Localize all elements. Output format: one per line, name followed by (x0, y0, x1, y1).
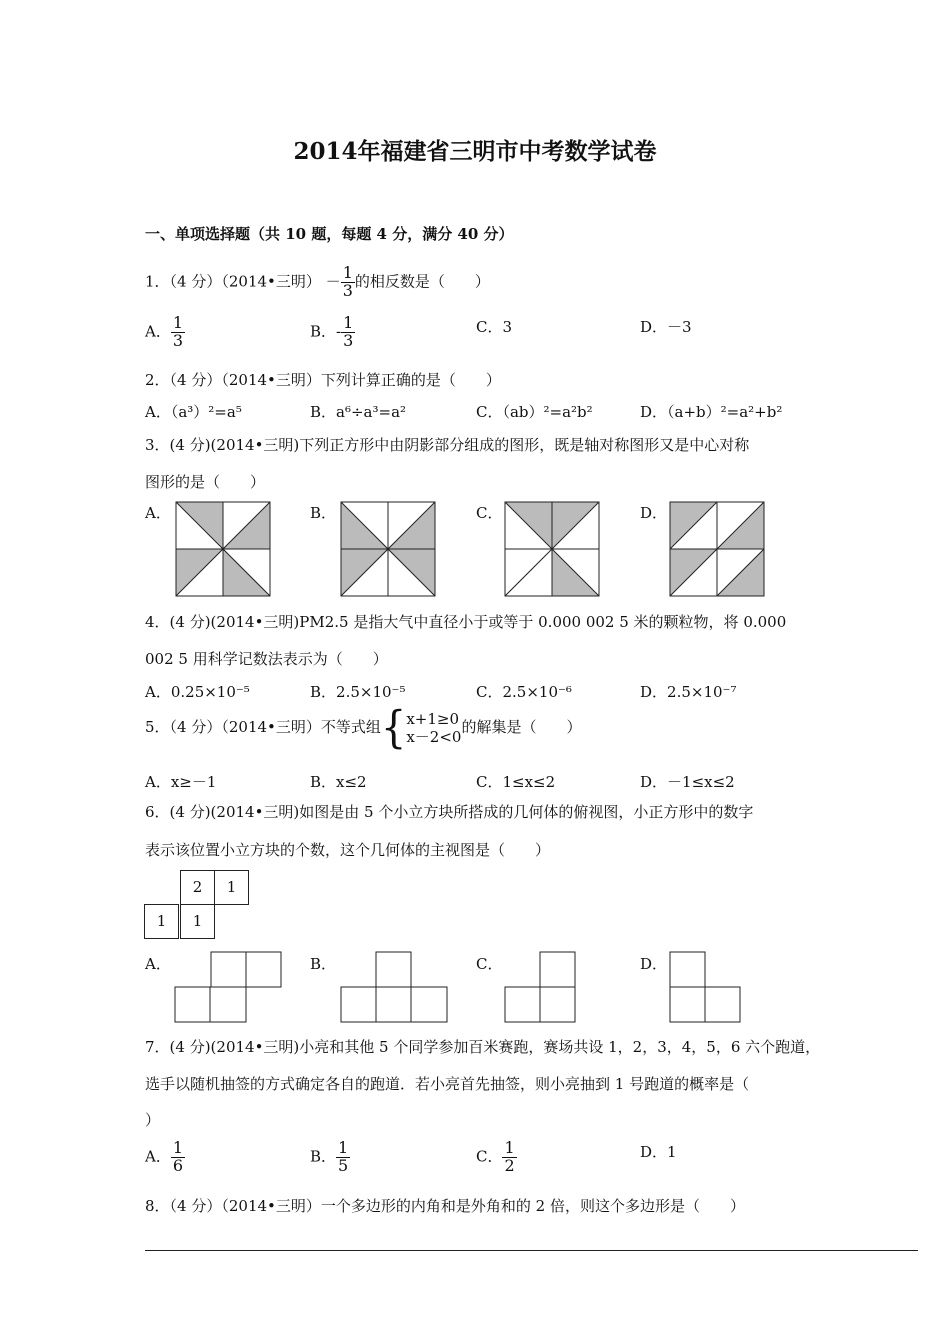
q6-figure-b (341, 952, 447, 1022)
q1-neg-sign: － (325, 272, 341, 291)
q2-option-d[interactable]: D．（a+b）²=a²+b² (640, 403, 783, 421)
q1-option-c[interactable]: C．3 (476, 318, 513, 336)
question-6-line1: 6．(4 分)(2014•三明)如图是由 5 个小立方块所搭成的几何体的俯视图，小正方形中的数字 (145, 803, 754, 821)
q5-option-b[interactable]: B．x≤2 (310, 773, 367, 791)
q1-option-d[interactable]: D．－3 (640, 318, 692, 336)
q7-option-a[interactable]: A． $\frac{1}{6}$ (145, 1138, 184, 1175)
q7-option-d[interactable]: D．1 (640, 1143, 677, 1161)
grid-cell: 2 (180, 870, 215, 905)
q4-option-b[interactable]: B．2.5×10⁻⁵ (310, 683, 406, 701)
q5-option-d[interactable]: D．－1≤x≤2 (640, 773, 735, 791)
question-2: 2．（4 分）（2014•三明）下列计算正确的是（ ） (145, 371, 501, 389)
q6-option-a[interactable]: A． (145, 955, 171, 973)
q3-option-c[interactable]: C． (476, 504, 503, 522)
q4-option-c[interactable]: C．2.5×10⁻⁶ (476, 683, 572, 701)
q4-option-d[interactable]: D．2.5×10⁻⁷ (640, 683, 737, 701)
question-8: 8．（4 分）（2014•三明）一个多边形的内角和是外角和的 2 倍，则这个多边形是（ ） (145, 1197, 745, 1215)
q3-option-d[interactable]: D． (640, 504, 668, 522)
q1-option-a[interactable]: A． $\frac{1}{3}$ (145, 313, 184, 350)
q2-option-c[interactable]: C．（ab）²=a²b² (476, 403, 593, 421)
q7-option-b[interactable]: B． $\frac{1}{5}$ (310, 1138, 349, 1175)
q5-stem-suffix: 的解集是（ ） (461, 718, 582, 736)
question-7-line1: 7．(4 分)(2014•三明)小亮和其他 5 个同学参加百米赛跑，赛场共设 1，2，3，4，5，6 六个跑道， (145, 1038, 821, 1056)
q6-option-b[interactable]: B． (310, 955, 337, 973)
page-title: 2014年福建省三明市中考数学试卷 (293, 138, 657, 165)
q2-option-a[interactable]: A．（a³）²=a⁵ (145, 403, 242, 421)
question-3-line1: 3．(4 分)(2014•三明)下列正方形中由阴影部分组成的图形，既是轴对称图形又是中心对称 (145, 436, 750, 454)
footer-divider (145, 1250, 918, 1251)
section-heading: 一、单项选择题（共 10 题，每题 4 分，满分 40 分） (145, 225, 514, 243)
brace-icon: { (380, 702, 407, 754)
q1-fraction: $\frac{1}{3}$ (342, 263, 353, 300)
grid-cell: 1 (180, 904, 215, 939)
q4-option-a[interactable]: A．0.25×10⁻⁵ (145, 683, 250, 701)
question-3-line2: 图形的是（ ） (145, 473, 266, 491)
q2-option-b[interactable]: B．a⁶÷a³=a² (310, 403, 407, 421)
grid-cell: 1 (214, 870, 249, 905)
q6-figure-d (670, 952, 740, 1022)
q3-figure-b (341, 502, 435, 596)
question-4-line2: 002 5 用科学记数法表示为（ ） (145, 650, 388, 668)
q5-inequality-system: x+1≥0 x－2<0 (406, 710, 462, 746)
q6-figure-c (505, 952, 575, 1022)
question-7-line3: ） (145, 1111, 161, 1129)
q6-option-d[interactable]: D． (640, 955, 668, 973)
grid-cell: 1 (144, 904, 179, 939)
q3-figure-d (670, 502, 764, 596)
q3-option-a[interactable]: A． (145, 504, 171, 522)
q6-figure-a (175, 952, 281, 1022)
q1-stem-prefix: 1．（4 分）（2014•三明） (145, 272, 321, 291)
q3-option-b[interactable]: B． (310, 504, 337, 522)
q1-option-b[interactable]: B．- $\frac{1}{3}$ (310, 313, 354, 350)
question-7-line2: 选手以随机抽签的方式确定各自的跑道．若小亮首先抽签，则小亮抽到 1 号跑道的概率是（ (145, 1075, 750, 1093)
question-4-line1: 4．(4 分)(2014•三明)PM2.5 是指大气中直径小于或等于 0.000 002 5 米的颗粒物，将 0.000 (145, 613, 787, 631)
q5-stem-prefix: 5．（4 分）（2014•三明）不等式组 (145, 718, 381, 736)
question-6-line2: 表示该位置小立方块的个数，这个几何体的主视图是（ ） (145, 841, 551, 859)
question-5 (145, 702, 582, 754)
q1-stem-suffix: 的相反数是（ ） (354, 272, 490, 291)
q6-option-c[interactable]: C． (476, 955, 503, 973)
q5-option-a[interactable]: A．x≥－1 (145, 773, 217, 791)
q5-option-c[interactable]: C．1≤x≤2 (476, 773, 556, 791)
q3-figure-a (176, 502, 270, 596)
question-1 (145, 265, 490, 300)
q3-figure-c (505, 502, 599, 596)
q7-option-c[interactable]: C． $\frac{1}{2}$ (476, 1138, 515, 1175)
